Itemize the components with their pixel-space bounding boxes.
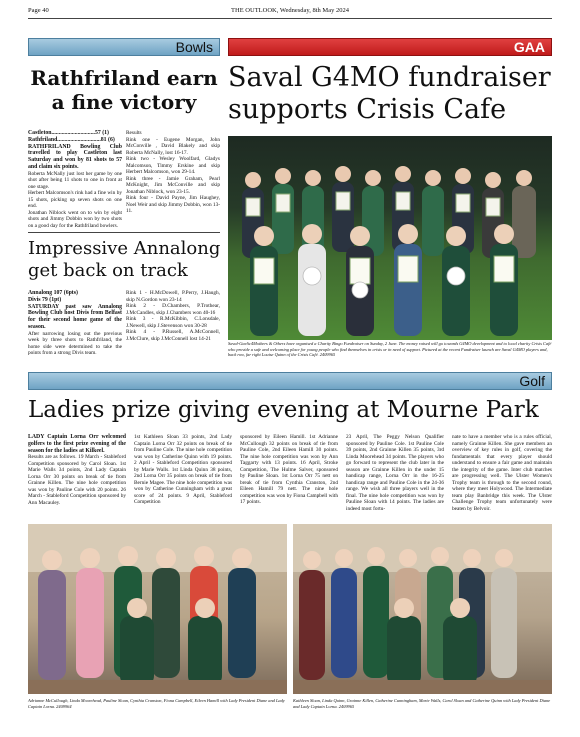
golf-photo-left <box>28 524 287 694</box>
bowls-para-3: Jonathan Niblock went on to win by eight shots and Jimmy Dobbin won by two shots on a good day for the Rathfriland bowlers. <box>28 209 122 229</box>
gaa-headline-line-2: supports Crisis Cafe <box>228 94 507 125</box>
page-header <box>28 4 552 18</box>
annalong-rink-2: Rink 2 - D.Chambers, P.Trothear, J.McCandles, skip J.Chambers won 40-16 <box>126 303 220 316</box>
bowls-headline-line-2: a fine victory <box>51 90 197 114</box>
annalong-para-1: After narrowing losing out the previous week by three shots to Rathfriland, the home side were determined to take the points from a strong Divis team. <box>28 330 122 357</box>
section-bar-gaa <box>228 38 552 56</box>
golf-headline: Ladies prize giving evening at Mourne Park <box>28 397 539 423</box>
section-label-gaa: GAA <box>513 39 545 55</box>
golf-photo-left-figures <box>28 524 287 694</box>
annalong-rink-1: Rink 1 - H.McDowell, P.Perry, J.Haugh, skip N.Gordon won 23-14 <box>126 290 220 303</box>
annalong-rink-3: Rink 3 - R.McKibbin, C.Lonsdale, J.Newell, skip J.Stevenson won 30-28 <box>126 316 220 329</box>
bowls-lede: RATHFRILAND Bowling Club travelled to play Castleton last Saturday and won by 81 shots to 57 and claim six points. <box>28 143 122 170</box>
gaa-team-photo-figures <box>228 136 552 340</box>
gaa-photo-caption: Saval-Gaelic4Mothers & Others have organised a Charity Bingo Fundraiser on Sunday, 2 June. The money raised will go towards G4MO development and to local charity Crisis Café who provide a safe and welcoming place for young people who find themselves in crisis or in need of support. Pictured at the recent Fundraiser launch are Saval G4MO players and, back row, far right Louise Quinn of the Crisis Café. 2409965 <box>228 341 552 357</box>
golf-col-4: 23 April, The Peggy Nelson Qualifier sponsored by Pauline Cole. 1st Pauline Cole 39 points, 2nd Grainne Killen 35 points, 3rd Linda Moorehead 34 points. The players who go forward to represent the club later in the season are Grainne Killen in the under 15 handicap range, Lorna Orr in the 16-25 handicap range and Pauline Cole in the 24-36 range. We wish all three players well in the final. The nine hole competition was won by Pauline Sloan with 14 points. The ladies are indeed most fortu- <box>346 434 444 512</box>
section-label-golf: Golf <box>519 373 545 389</box>
bowls-divider <box>28 232 220 233</box>
section-label-bowls: Bowls <box>175 39 213 55</box>
golf-photo-right-figures <box>293 524 552 694</box>
paper-dateline: THE OUTLOOK, Wednesday, 8th May 2024 <box>231 7 349 14</box>
bowls-rink-3: Rink three - Jamie Graham, Pearl McKnight, Jim McConville and skip Jonathan Niblock, won 23-15. <box>126 175 220 195</box>
bowls-rink-1: Rink one - Eugene Morgan, John McConville , David Blakely and skip Roberta McNally, lost 16-17. <box>126 136 220 156</box>
page-number: Page 40 <box>28 7 49 14</box>
annalong-col-2 <box>126 290 220 342</box>
bowls-rink-4: Rink four - David Payne, Jim Haughey, Noel Weir and skip Jimmy Dobbin, won 13-11. <box>126 195 220 214</box>
golf-col-3: sponsored by Eileen Hamill. 1st Adrianne McCullough 32 points on break of tie from Pauline Cole, 2nd Eileen Hamill 30 points. The nine hole competition was won by Ann Taggarty with 13 points. 16 April, Stroke Competition, The Hulme Salver, sponsored by Pauline Sloan. 1st Lorna Orr 75 nett on break of tie from Cynthia Cranston, 2nd Eileen Hamill 79 nett. The nine hole competition was won by Fiona Campbell with 17 points. <box>240 434 338 505</box>
bowls-score-2: Rathfriland..............................81 (6) <box>28 136 115 143</box>
annalong-headline-line-1: Impressive Annalong <box>28 238 221 259</box>
annalong-col-1 <box>28 290 122 357</box>
gaa-headline <box>228 62 552 126</box>
bowls-para-2: Herbert Malcomson's rink had a fine win by 15 shots, picking up seven shots on one end. <box>28 190 122 210</box>
gaa-headline-line-1: Saval G4MO fundraiser <box>228 62 551 93</box>
annalong-lede: SATURDAY past saw Annalong Bowling Club host Divis from Belfast for their second home game of the season. <box>28 303 122 330</box>
bowls-results-heading: Results <box>126 130 142 136</box>
section-bar-bowls <box>28 38 220 56</box>
golf-col-5: nate to have a member who is a rules official, namely Grainne Killen. She gave members an overview of key rules in golf, covering the fundamentals that every player should understand to ensure a fair game and maintain the integrity of the game. Inter club matches are progressing well. The Ulster Women's Trophy team is through to the second round, where they meet Holywood. The Intermediate team play Banbridge this week. The Ulster Challenge Trophy team unfortunately were beaten by Belvoir. <box>452 434 552 512</box>
golf-col-1-text: Results are as follows. 19 March - Stableford Competition sponsored by Carol Sloan. 1st Marie Walls 34 points, 2nd Lady Captain Lorna Orr 30 points on break of tie from Grainne Killen. The nine hole competition was won by Pauline Cole with 20 points. 26 March - Stableford Competition sponsored by Ann Macauley. <box>28 454 126 506</box>
annalong-score-2: Divis 79 (1pt) <box>28 296 62 303</box>
header-rule <box>28 18 552 19</box>
golf-caption-right: Kathleen Sloan, Linda Quinn, Grainne Killen, Catherine Cunningham, Marie Walls, Carol Sloan and Catherine Quinn with Lady President Diane and Lady Captain Lorna. 2409965 <box>293 698 551 709</box>
annalong-rink-4: Rink 4 - P.Russell, A.McConnell, J.McClure, skip J.McConnell lost 14-21 <box>126 329 220 342</box>
bowls-headline-line-1: Rathfriland earn <box>30 66 218 90</box>
annalong-headline-line-2: get back on track <box>28 260 188 281</box>
golf-photo-right <box>293 524 552 694</box>
golf-col-2: 1st Kathleen Sloan 33 points, 2nd Lady Captain Lorna Orr 32 points on break of tie from Pauline Cole. The nine hole competition was won by Catherine Quinn with 19 points. 2 April - Stableford Competition sponsored by Marie Walls. 1st Linda Quinn 38 points, 2nd Lorna Orr 35 points on break of tie from Bernie Magee. The nine hole competition was won by Catherine Cunningham with a great score of 24 points. 9 April, Stableford Competition <box>134 434 232 505</box>
bowls-col-1 <box>28 130 122 229</box>
bowls-score-1: Castleton..............................57 (1) <box>28 130 109 136</box>
bowls-rink-2: Rink two - Wesley Woolfard, Gladys Malcomson, Timmy Erskine and skip Herbert Malcomson, won 29-14. <box>126 156 220 175</box>
section-bar-golf <box>28 372 552 390</box>
golf-caption-left: Adrianne McCullough, Linda Moorehead, Pauline Sloan, Cynthia Cranston, Fiona Campbell, Eileen Hamill with Lady President Diane and Lady Captain Lorna. 2409964 <box>28 698 285 709</box>
bowls-headline <box>28 66 220 114</box>
golf-lede: LADY Captain Lorna Orr welcomed golfers to the first prize evening of the season for the ladies at Kilkeel. <box>28 434 126 454</box>
golf-col-1 <box>28 434 126 506</box>
annalong-score-1: Annalong 107 (6pts) <box>28 290 78 296</box>
annalong-headline <box>28 238 228 282</box>
gaa-team-photo <box>228 136 552 340</box>
bowls-col-2 <box>126 130 220 215</box>
bowls-para-1: Roberta McNally just lost her game by one shot after being 11 shots to one in front at one stage. <box>28 170 122 190</box>
